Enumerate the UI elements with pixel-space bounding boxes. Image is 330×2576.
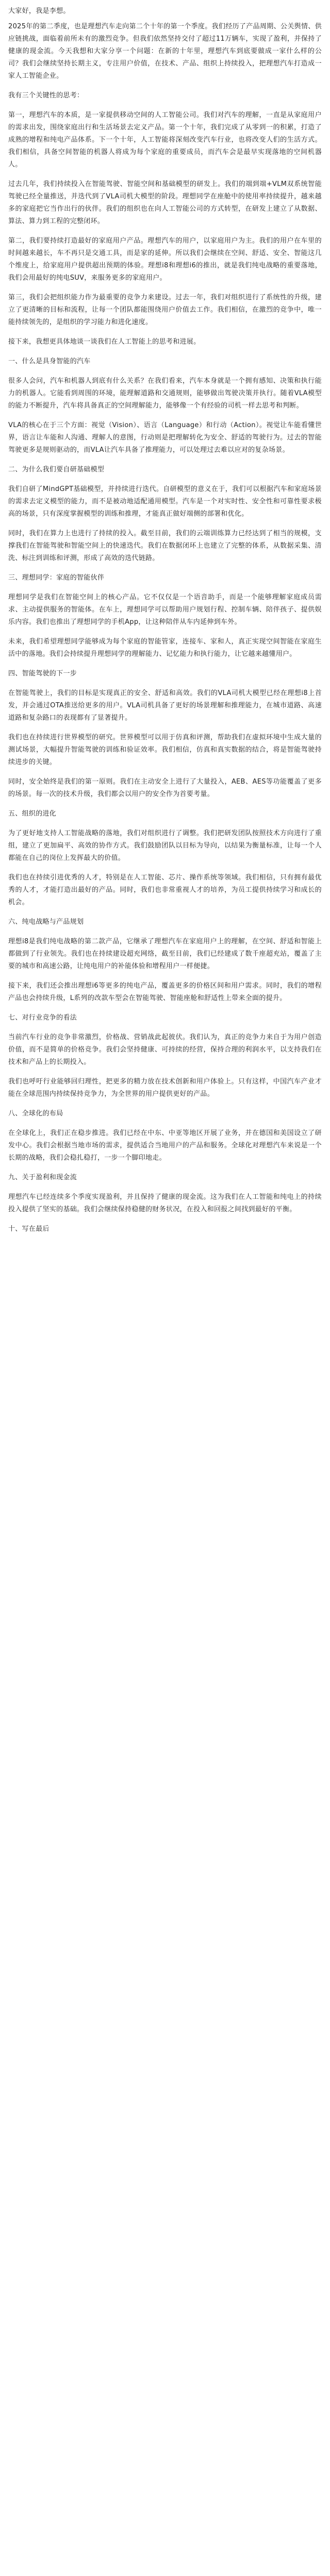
paragraph: 第一，理想汽车的本质，是一家提供移动空间的人工智能公司。我们对汽车的理解，一直是从家庭用户的需求出发，围绕家庭出行和生活场景去定义产品。第一个十年，我们完成了从零到一的积累，打造了成熟的增程和纯电产品体系。下一个十年，人工智能将深刻改变汽车行业，也将改变人们的生活方式。我们相信，具备空间智能的机器人将成为每个家庭的重要成员，而汽车会是最早实现落地的空间机器人。 bbox=[8, 111, 322, 168]
paragraph: 四、智能驾驶的下一步 bbox=[8, 670, 77, 677]
paragraph: 七、对行业竞争的看法 bbox=[8, 1014, 77, 1022]
paragraph: 为了更好地支持人工智能战略的落地，我们对组织进行了调整。我们把研发团队按照技术方向进行了重组，建立了更加扁平、高效的协作方式。我们鼓励团队以目标为导向，以结果为衡量标准，让每一个人都能在自己的岗位上发挥最大的价值。 bbox=[8, 829, 322, 862]
paragraph: 大家好，我是李想。 bbox=[8, 7, 70, 15]
paragraph: 接下来，我想更具体地谈一谈我们在人工智能上的思考和进展。 bbox=[8, 338, 201, 346]
paragraph: 很多人会问，汽车和机器人到底有什么关系？在我们看来，汽车本身就是一个拥有感知、决策和执行能力的机器人。它能看到周围的环境，能理解道路和交通规则，能够做出驾驶决策并执行。随着VLA模型的能力不断提升，汽车将具备真正的空间理解能力，能够像一个有经验的司机一样去思考和判断。 bbox=[8, 377, 322, 410]
paragraph: 八、全球化的布局 bbox=[8, 1110, 63, 1117]
paragraph: 五、组织的进化 bbox=[8, 810, 57, 818]
paragraph: 第二，我们要持续打造最好的家庭用户产品。理想汽车的用户，以家庭用户为主。我们的用户在车里的时间越来越长，车不再只是交通工具，而是家的延伸。所以我们会继续在空间、舒适、安全、智能这几个维度上，给家庭用户提供超出预期的体验。理想i8和理想i6的推出，就是我们纯电战略的重要落地，我们会用最好的纯电SUV，来服务更多的家庭用户。 bbox=[8, 237, 322, 282]
paragraph: 九、关于盈利和现金流 bbox=[8, 1174, 77, 1181]
paragraph: 我有三个关键性的思考： bbox=[8, 92, 84, 99]
paragraph: 一、什么是具身智能的汽车 bbox=[8, 358, 91, 365]
paragraph: 三、理想同学：家庭的智能伙伴 bbox=[8, 574, 105, 582]
paragraph: 过去几年，我们持续投入在智能驾驶、智能空间和基础模型的研发上。我们的端到端+VLM双系统智能驾驶已经全量推送，并迭代到了VLA司机大模型的阶段。理想同学在座舱中的使用率持续提升，越来越多的家庭把它当作出行的伙伴。我们的组织也在向人工智能公司的方式转型，在研发上建立了从数据、算法、算力到工程的完整闭环。 bbox=[8, 180, 322, 225]
paragraph: 十、写在最后 bbox=[8, 1225, 50, 1233]
paragraph: 在全球化上，我们正在稳步推进。我们已经在中东、中亚等地区开展了业务，并在德国和美国设立了研发中心。我们会根据当地市场的需求，提供适合当地用户的产品和服务。全球化对理想汽车来说是一个长期的战略，我们会稳扎稳打，一步一个脚印地走。 bbox=[8, 1129, 322, 1162]
paragraph: 二、为什么我们要自研基础模型 bbox=[8, 466, 105, 473]
paragraph: 当前汽车行业的竞争非常激烈，价格战、营销战此起彼伏。我们认为，真正的竞争力来自于为用户创造价值，而不是简单的价格竞争。我们会坚持健康、可持续的经营，保持合理的利润水平，以支持我们在技术和产品上的长期投入。 bbox=[8, 1033, 322, 1066]
paragraph: 理想同学是我们在智能空间上的核心产品。它不仅仅是一个语音助手，而是一个能够理解家庭成员需求、主动提供服务的智能体。在车上，理想同学可以帮助用户规划行程、控制车辆、陪伴孩子、提供娱乐内容。我们也推出了理想同学的手机App，让这种陪伴从车内延伸到车外。 bbox=[8, 594, 322, 626]
paragraph: VLA的核心在于三个方面：视觉（Vision）、语言（Language）和行动（Action）。视觉让车能看懂世界，语言让车能和人沟通、理解人的意图，行动则是把理解转化为安全、舒适的驾驶行为。过去的智能驾驶更多是规则驱动的，而VLA让汽车具备了推理能力，可以处理过去难以应对的复杂场景。 bbox=[8, 421, 322, 454]
paragraph: 六、纯电战略与产品规划 bbox=[8, 918, 84, 926]
paragraph: 同时，我们在算力上也进行了持续的投入。截至目前，我们的云端训练算力已经达到了相当的规模，支撑我们在智能驾驶和智能空间上的快速迭代。我们在数据闭环上也建立了完整的体系，从数据采集、清洗、标注到训练和评测，形成了高效的迭代链路。 bbox=[8, 530, 322, 562]
paragraph: 同时，安全始终是我们的第一原则。我们在主动安全上进行了大量投入，AEB、AES等功能覆盖了更多的场景。每一次的技术升级，我们都会以用户的安全作为首要考量。 bbox=[8, 778, 322, 798]
paragraph: 在智能驾驶上，我们的目标是实现真正的安全、舒适和高效。我们的VLA司机大模型已经在理想i8上首发，并会通过OTA推送给更多的用户。VLA司机具备了更好的场景理解和推理能力，在城市道路、高速道路和复杂路口的表现都有了显著提升。 bbox=[8, 689, 322, 722]
paragraph: 接下来，我们还会推出理想i6等更多的纯电产品，覆盖更多的价格区间和用户需求。同时，我们的增程产品也会持续升级，L系列的改款车型会在智能驾驶、智能座舱和舒适性上带来全面的提升。 bbox=[8, 982, 322, 1002]
paragraph: 第三，我们会把组织能力作为最重要的竞争力来建设。过去一年，我们对组织进行了系统性的升级，建立了更清晰的目标和流程，让每一个团队都能围绕用户价值去工作。我们相信，在激烈的竞争中，唯一能持续领先的，是组织的学习能力和进化速度。 bbox=[8, 294, 322, 326]
paragraph: 我们自研了MindGPT基础模型，并持续进行迭代。自研模型的意义在于，我们可以根据汽车和家庭场景的需求去定义模型的能力，而不是被动地适配通用模型。汽车是一个对实时性、安全性和可靠性要求极高的场景，只有深度掌握模型的训练和推理，才能真正做好端侧的部署和优化。 bbox=[8, 485, 322, 518]
paragraph: 理想汽车已经连续多个季度实现盈利，并且保持了健康的现金流。这为我们在人工智能和纯电上的持续投入提供了坚实的基础。我们会继续保持稳健的财务状况，在投入和回报之间找到最好的平衡。 bbox=[8, 1193, 322, 1213]
paragraph: 我们也在持续进行世界模型的研究。世界模型可以用于仿真和评测，帮助我们在虚拟环境中生成大量的测试场景，大幅提升智能驾驶的训练和验证效率。我们相信，仿真和真实数据的结合，将是智能驾驶持续进步的关键。 bbox=[8, 734, 322, 766]
paragraph: 我们也呼吁行业能够回归理性，把更多的精力放在技术创新和用户体验上。只有这样，中国汽车产业才能在全球范围内持续保持竞争力，为全世界的用户提供更好的产品。 bbox=[8, 1078, 322, 1098]
paragraph: 2025年的第二季度，也是理想汽车走向第二个十年的第一个季度。我们经历了产品周期、公关舆情、供应链挑战，面临着前所未有的激烈竞争。但我们依然坚持交付了超过11万辆车，实现了盈利，并保持了健康的现金流。今天我想和大家分享一个问题：在新的十年里，理想汽车到底要做成一家什么样的公司？我们会继续坚持长期主义，专注用户价值，在技术、产品、组织上持续投入，把理想汽车打造成一家人工智能企业。 bbox=[8, 23, 322, 80]
paragraph: 我们也在持续引进优秀的人才，特别是在人工智能、芯片、操作系统等领域。我们相信，只有拥有最优秀的人才，才能打造出最好的产品。同时，我们也非常重视人才的培养，为员工提供持续学习和成长的机会。 bbox=[8, 874, 322, 906]
paragraph: 理想i8是我们纯电战略的第二款产品，它继承了理想汽车在家庭用户上的理解，在空间、舒适和智能上都做到了行业领先。我们也在持续建设超充网络，截至目前，我们已经建成了数千座超充站，覆盖了主要的城市和高速公路，让纯电用户的补能体验和增程用户一样便捷。 bbox=[8, 938, 322, 970]
paragraph: 未来，我们希望理想同学能够成为每个家庭的智能管家，连接车、家和人，真正实现空间智能在家庭生活中的落地。我们会持续提升理想同学的理解能力、记忆能力和执行能力，让它越来越懂用户。 bbox=[8, 638, 322, 658]
